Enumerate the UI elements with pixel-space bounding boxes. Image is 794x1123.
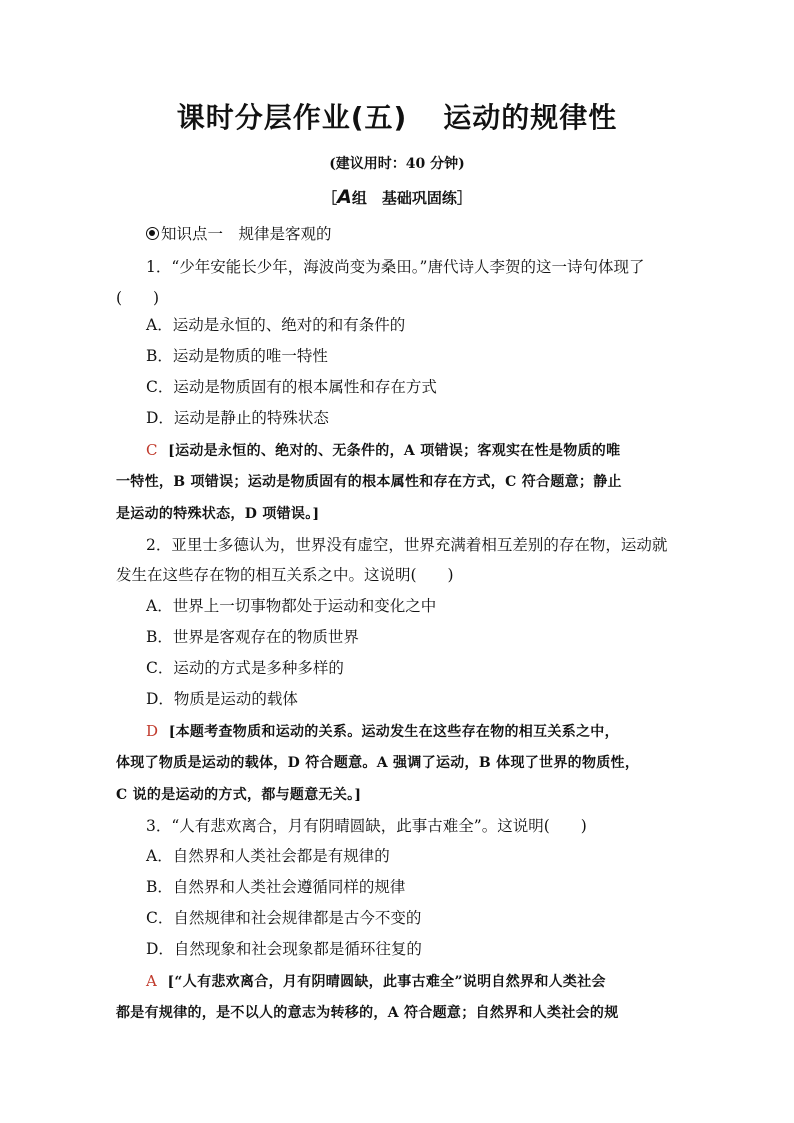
q2-explanation-line-1 bbox=[146, 721, 711, 742]
group-letter: A bbox=[337, 186, 352, 208]
q1-option-a: A．运动是永恒的、绝对的和有条件的 bbox=[146, 316, 406, 334]
q3-option-d: D．自然现象和社会现象都是循环往复的 bbox=[146, 940, 422, 958]
group-bracket-right: ］ bbox=[456, 189, 472, 207]
q3-explanation-line-2: 都是有规律的，是不以人的意志为转移的，A 符合题意；自然界和人类社会的规 bbox=[116, 1005, 619, 1021]
group-heading bbox=[0, 186, 794, 208]
title-main: 课时分层作业(五) bbox=[176, 101, 408, 134]
q2-option-d: D．物质是运动的载体 bbox=[146, 690, 298, 708]
q3-answer-letter: A bbox=[146, 972, 158, 990]
q2-option-b: B．世界是客观存在的物质世界 bbox=[146, 628, 359, 646]
q2-option-c: C．运动的方式是多种多样的 bbox=[146, 659, 344, 677]
q2-stem-line-2: 发生在这些存在物的相互关系之中。这说明( ) bbox=[116, 566, 454, 584]
knowledge-point-label: 知识点一 规律是客观的 bbox=[161, 225, 332, 243]
q2-stem-line-1: 2．亚里士多德认为，世界没有虚空，世界充满着相互差别的存在物，运动就 bbox=[146, 536, 668, 554]
q1-answer-letter: C bbox=[146, 441, 158, 459]
q1-explanation-line-3: 是运动的特殊状态，D 项错误。] bbox=[116, 506, 320, 522]
q3-explanation-text-1: [“人有悲欢离合，月有阴晴圆缺，此事古难全”说明自然界和人类社会 bbox=[167, 974, 606, 990]
q1-explanation-line-1 bbox=[146, 440, 711, 461]
time-note: (建议用时：40 分钟) bbox=[329, 156, 465, 172]
q1-explanation-text-1: [运动是永恒的、绝对的、无条件的，A 项错误；客观实在性是物质的唯 bbox=[168, 443, 621, 459]
q2-explanation-text-1: [本题考查物质和运动的关系。运动发生在这些存在物的相互关系之中， bbox=[168, 724, 619, 740]
q2-explanation-line-2: 体现了物质是运动的载体，D 符合题意。A 强调了运动，B 体现了世界的物质性， bbox=[116, 755, 640, 771]
q1-option-c: C．运动是物质固有的根本属性和存在方式 bbox=[146, 378, 437, 396]
page-title bbox=[0, 96, 794, 136]
q2-explanation-line-3: C 说的是运动的方式，都与题意无关。] bbox=[116, 787, 362, 803]
q1-explanation-line-2: 一特性，B 项错误；运动是物质固有的根本属性和存在方式，C 符合题意；静止 bbox=[116, 474, 622, 490]
knowledge-point-heading bbox=[146, 224, 711, 244]
q3-option-b: B．自然界和人类社会遵循同样的规律 bbox=[146, 878, 406, 896]
group-bracket-left: ［ bbox=[322, 189, 338, 207]
q3-option-c: C．自然规律和社会规律都是古今不变的 bbox=[146, 909, 422, 927]
q2-answer-letter: D bbox=[146, 722, 159, 740]
q1-option-b: B．运动是物质的唯一特性 bbox=[146, 347, 328, 365]
q2-option-a: A．世界上一切事物都处于运动和变化之中 bbox=[146, 597, 437, 615]
target-bullet-icon bbox=[146, 227, 159, 240]
title-sub: 运动的规律性 bbox=[443, 101, 618, 134]
q3-option-a: A．自然界和人类社会都是有规律的 bbox=[146, 847, 390, 865]
group-label: 组 基础巩固练 bbox=[351, 189, 457, 207]
q1-stem-line-2: ( ) bbox=[116, 289, 160, 307]
q3-explanation-line-1 bbox=[146, 971, 711, 992]
q3-stem-line-1: 3．“人有悲欢离合，月有阴晴圆缺，此事古难全”。这说明( ) bbox=[146, 817, 587, 835]
q1-stem-line-1: 1．“少年安能长少年，海波尚变为桑田。”唐代诗人李贺的这一诗句体现了 bbox=[146, 258, 645, 276]
q1-option-d: D．运动是静止的特殊状态 bbox=[146, 409, 329, 427]
